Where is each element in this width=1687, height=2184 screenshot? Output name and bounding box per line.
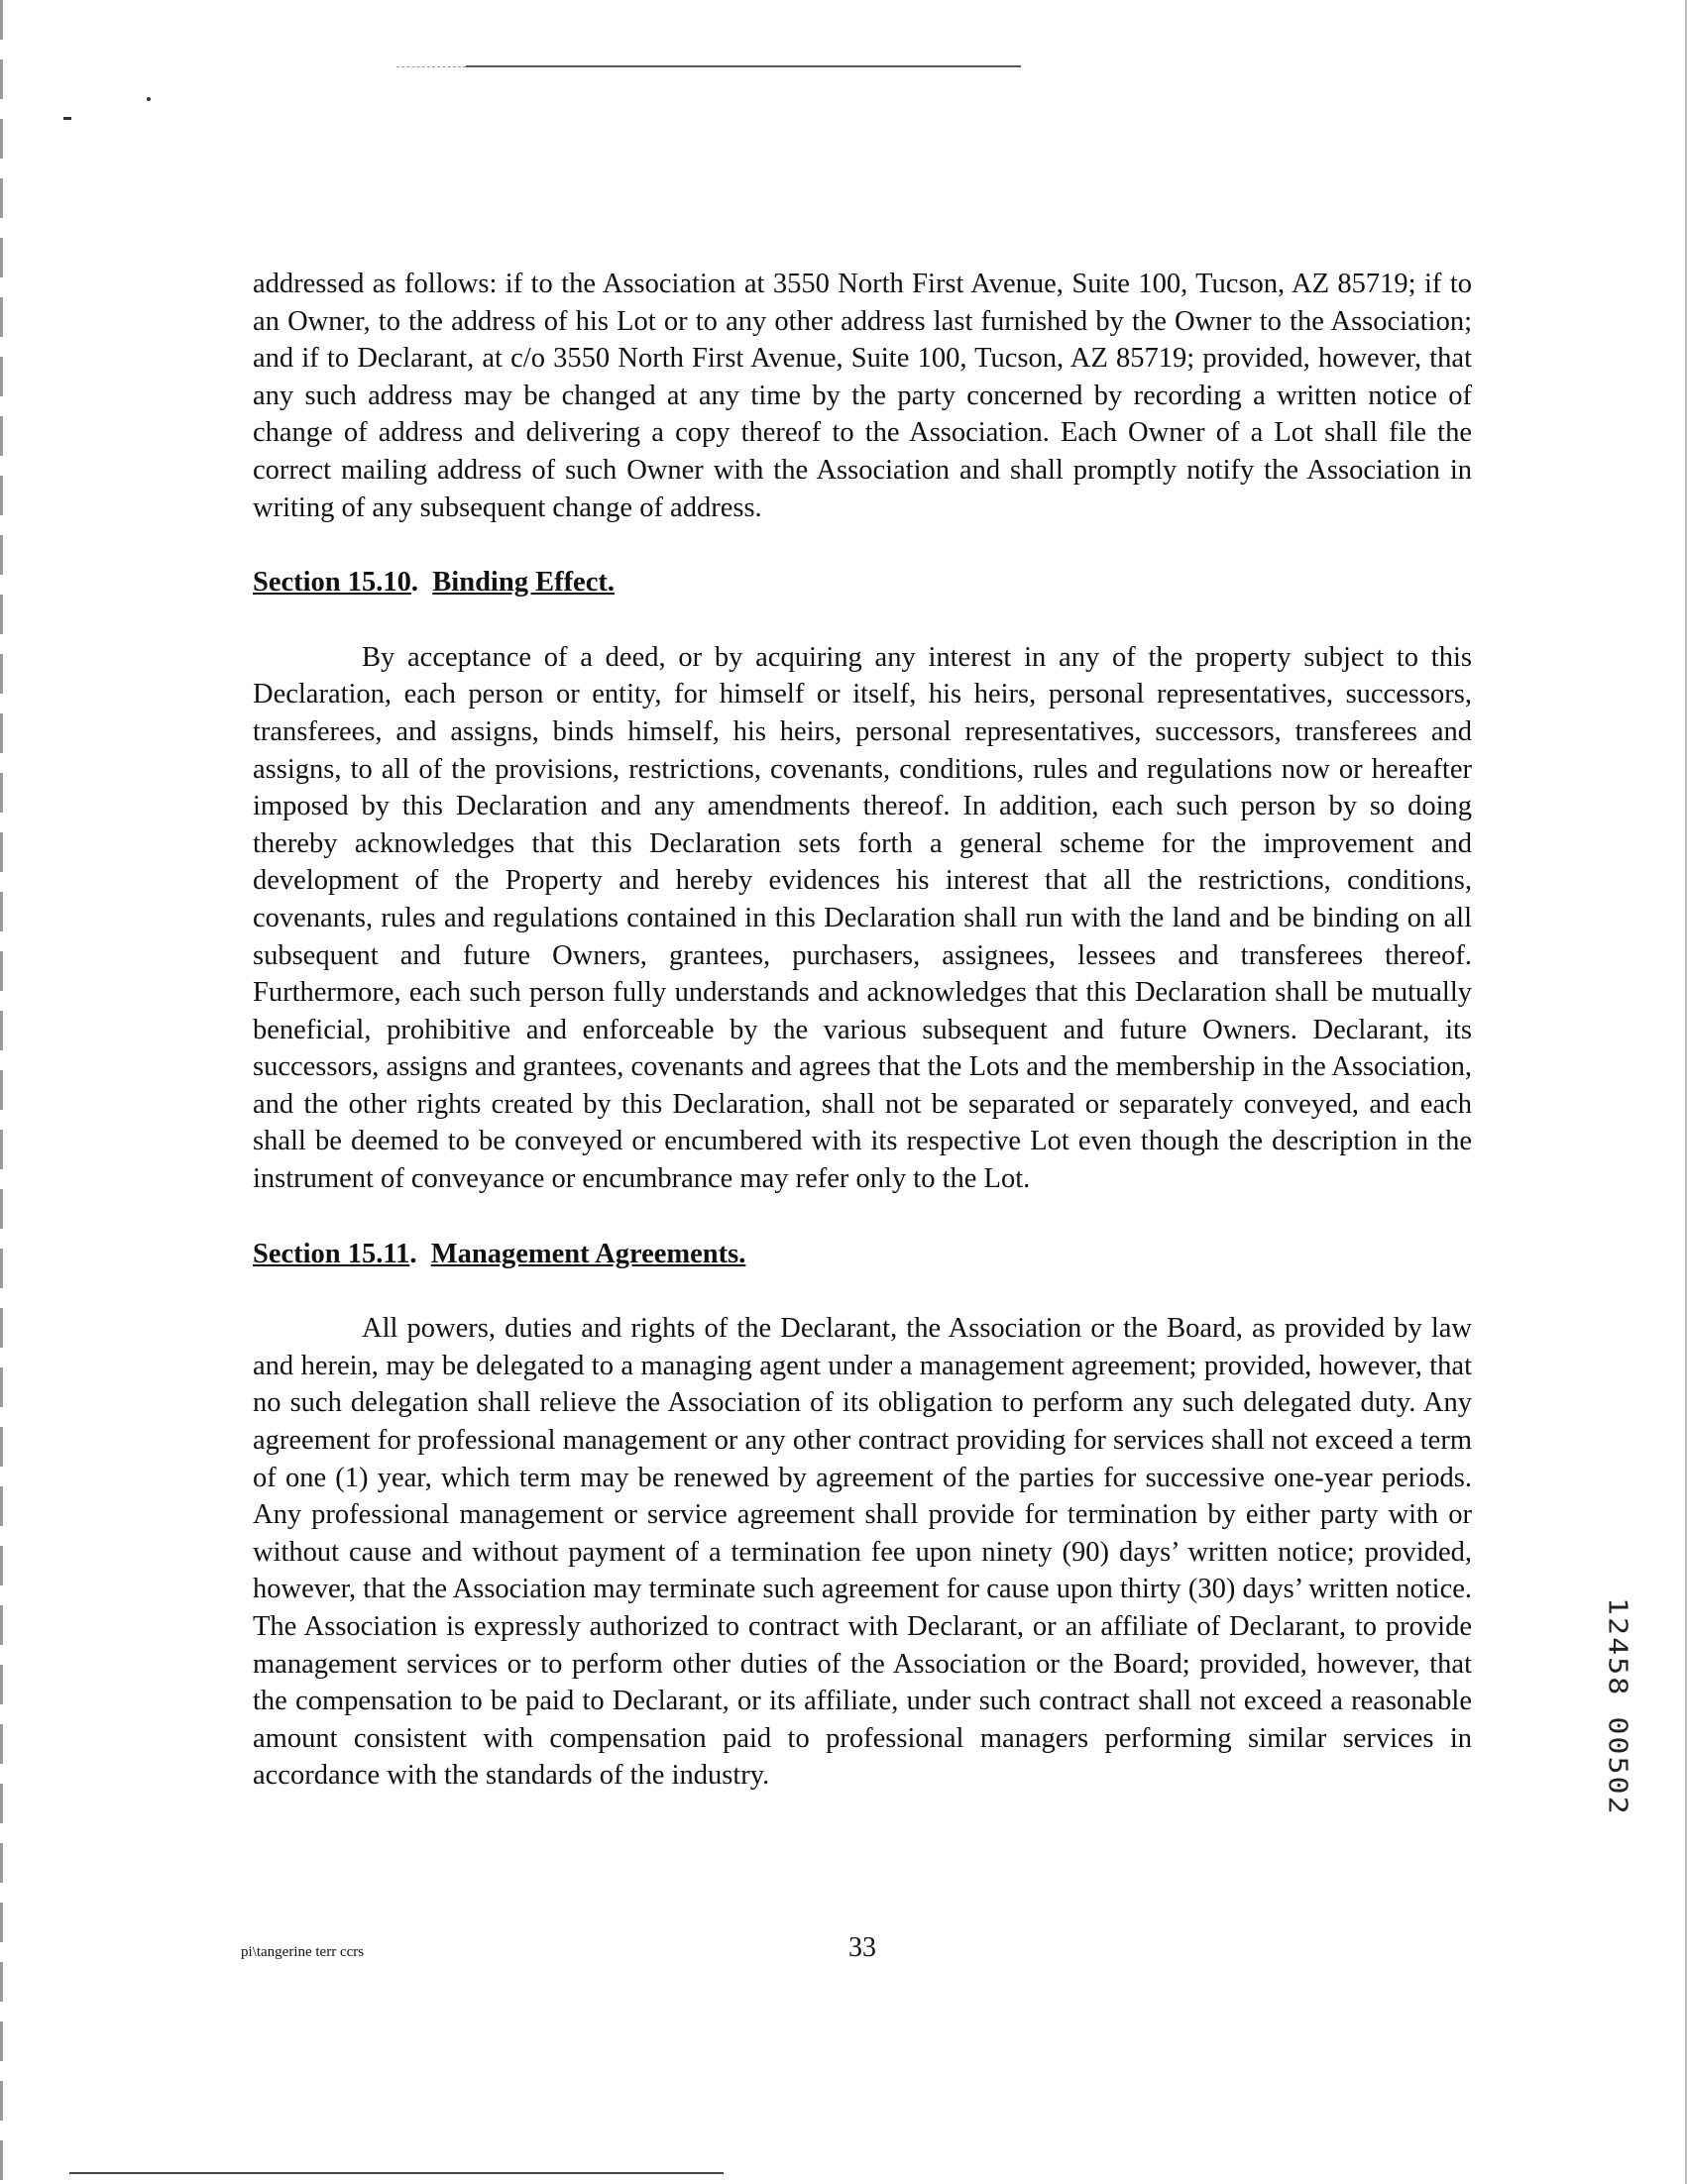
section-title: Management Agreements. <box>430 1238 746 1269</box>
section-body-management-agreements: All powers, duties and rights of the Declarant, the Association or the Board, as provided by law and herein, may be delegated to a managing agent under a management agreement; provided, however, that no such delegation shall relieve the Association of its obligation to perform any such delegated duty. Any agreement for professional management or any other contract providing for services shall not exceed a term of one (1) year, which term may be renewed by agreement of the parties for successive one-year periods. Any professional management or service agreement shall provide for termination by either party with or without cause and without payment of a termination fee upon ninety (90) days’ written notice; provided, however, that the Association may terminate such agreement for cause upon thirty (30) days’ written notice. The Association is expressly authorized to contract with Declarant, or an affiliate of Declarant, to provide management services or to perform other duties of the Association or the Board; provided, however, that the compensation to be paid to Declarant, or its affiliate, under such contract shall not exceed a reasonable amount consistent with compensation paid to professional managers performing similar services in accordance with the standards of the industry. <box>253 1313 1472 1792</box>
document-body <box>253 266 1472 1795</box>
page-number: 33 <box>848 1932 876 1963</box>
footer-file-name: pi\tangerine terr ccrs <box>241 1944 365 1960</box>
section-heading-15-11: Section 15.11. Management Agreements. <box>253 1238 746 1269</box>
paragraph-notice-addresses: addressed as follows: if to the Association at 3550 North First Avenue, Suite 100, Tucson, AZ 85719; if to an Owner, to the address of his Lot or to any other address last furnished by the Owner to the Association; and if to Declarant, at c/o 3550 North First Avenue, Suite 100, Tucson, AZ 85719; provided, however, that any such address may be changed at any time by the party concerned by recording a written notice of change of address and delivering a copy thereof to the Association. Each Owner of a Lot shall file the correct mailing address of such Owner with the Association and shall promptly notify the Association in writing of any subsequent change of address. <box>253 269 1472 523</box>
scan-speck <box>63 117 71 120</box>
section-heading-15-10: Section 15.10. Binding Effect. <box>253 567 615 599</box>
section-number: Section 15.10 <box>253 567 411 599</box>
scan-top-rule <box>466 65 1021 67</box>
scan-speck <box>147 97 151 101</box>
scan-bottom-rule <box>69 2172 724 2174</box>
scan-top-dash <box>396 66 466 67</box>
section-number: Section 15.11 <box>253 1238 410 1269</box>
recording-number: 12458 00502 <box>1602 1597 1632 1816</box>
section-title: Binding Effect. <box>432 567 615 599</box>
scan-left-edge <box>0 0 3 2184</box>
section-body-binding-effect: By acceptance of a deed, or by acquiring any interest in any of the property subject to this Declaration, each person or entity, for himself or itself, his heirs, personal representatives, successors, transferees, and assigns, binds himself, his heirs, personal representatives, successors, transferees and assigns, to all of the provisions, restrictions, covenants, conditions, rules and regulations now or hereafter imposed by this Declaration and any amendments thereof. In addition, each such person by so doing thereby acknowledges that this Declaration sets forth a general scheme for the improvement and development of the Property and hereby evidences his interest that all the restrictions, conditions, covenants, rules and regulations contained in this Declaration shall run with the land and be binding on all subsequent and future Owners, grantees, purchasers, assignees, lessees and transferees thereof. Furthermore, each such person fully understands and acknowledges that this Declaration shall be mutually beneficial, prohibitive and enforceable by the various subsequent and future Owners. Declarant, its successors, assigns and grantees, covenants and agrees that the Lots and the membership in the Association, and the other rights created by this Declaration, shall not be separated or separately conveyed, and each shall be deemed to be conveyed or encumbered with its respective Lot even though the description in the instrument of conveyance or encumbrance may refer only to the Lot. <box>253 641 1472 1195</box>
